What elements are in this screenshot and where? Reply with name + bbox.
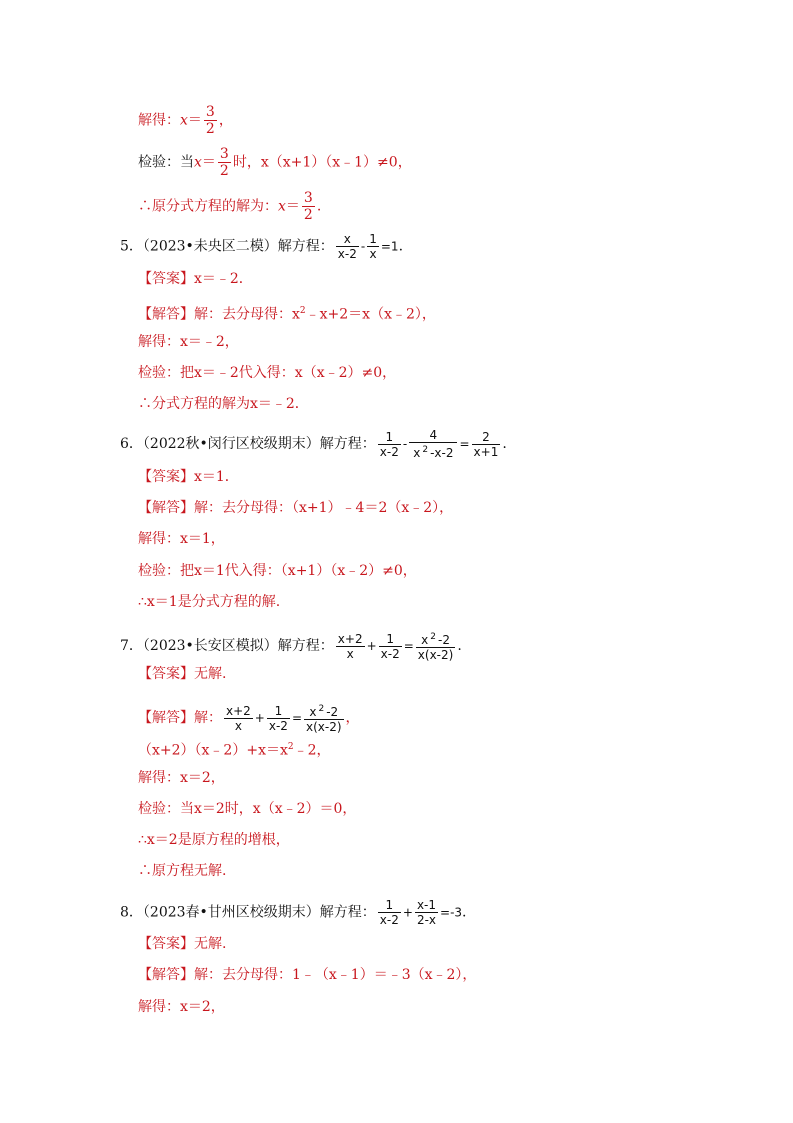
fraction: $\frac{1}{x-2}$ (379, 898, 399, 927)
conclusion-line: ∴x＝2是原方程的增根， (138, 832, 290, 848)
fraction: $\frac{3}{2}$ (205, 104, 215, 137)
answer-line: 【答案】无解. (138, 666, 227, 682)
solution-line: 【解答】解：去分母得：1﹣（x﹣1）＝﹣3（x﹣2）， (138, 967, 477, 983)
fraction: $\frac{3}{2}$ (219, 146, 229, 179)
question-5-title: 5．（2023•未央区二模）解方程： $\frac{x}{x-2}$ - $\frac{1}{x}$ =1. (120, 232, 404, 261)
fraction: $\frac{4}{x ^2 -x-2}$ (409, 428, 457, 460)
solution-line: $(x+2)(x﹣2)+x=x^2﹣2$， (138, 742, 331, 759)
fraction: $\frac{3}{2}$ (303, 190, 313, 223)
solution-line: 解得：x＝2， (138, 999, 225, 1015)
check-line: 检验：把x＝1代入得：（x+1）（x﹣2）≠0， (138, 563, 417, 579)
conclusion-line: ∴x＝1是分式方程的解. (138, 594, 281, 610)
solution-line: 解得：x＝ $\frac{3}{2}$ ， (138, 104, 233, 137)
fraction: $\frac{x ^2 -2}{x(x-2)}$ (417, 632, 454, 662)
conclusion-line: ∴分式方程的解为x＝﹣2． (138, 396, 309, 412)
question-8-title: 8．（2023春•甘州区校级期末）解方程： $\frac{1}{x-2}$ + $\frac{x-1}{2-x}$ =-3. (120, 898, 467, 927)
fraction: $\frac{x ^2 -2}{x(x-2)}$ (306, 704, 342, 734)
fraction: $\frac{1}{x-2}$ (268, 703, 288, 733)
solution-line: 解得：x＝1， (138, 531, 225, 547)
fraction: $\frac{1}{x-2}$ (379, 429, 399, 459)
answer-line: 【答案】x＝﹣2． (138, 271, 253, 287)
check-line: 检验：当x＝ $\frac{3}{2}$ 时，x（x+1）（x﹣1）≠0， (138, 146, 412, 179)
solution-line: 解得：x＝﹣2， (138, 334, 239, 350)
fraction: $\frac{x-1}{2-x}$ (416, 898, 437, 927)
solution-line: 【解答】解：去分母得：（x+1）﹣4＝2（x﹣2）， (138, 500, 454, 516)
fraction: $\frac{1}{x}$ (369, 232, 377, 261)
fraction: $\frac{x+2}{x}$ (337, 631, 363, 661)
question-7-title: 7．（2023•长安区模拟）解方程： $\frac{x+2}{x}$ + $\frac{1}{x-2}$ = $\frac{x ^2 -2}{x(x-2)}$ . (120, 631, 462, 662)
conclusion-line: ∴原分式方程的解为：x＝ $\frac{3}{2}$ . (138, 190, 322, 223)
check-line: 检验：当x＝2时，x（x﹣2）＝0， (138, 801, 357, 817)
conclusion-line: ∴原方程无解. (138, 863, 227, 879)
solution-line: 【解答】解： $\frac{x+2}{x}$ + $\frac{1}{x-2}$ = $\frac{x ^2 -2}{x(x-2)}$ ， (138, 703, 360, 734)
fraction: $\frac{1}{x-2}$ (380, 631, 400, 661)
answer-line: 【答案】x＝1． (138, 469, 239, 485)
fraction: $\frac{x}{x-2}$ (337, 232, 357, 261)
solution-line: 【解答】解：去分母得：$x^2﹣x+2=x(x﹣2)$， (138, 306, 436, 323)
fraction: $\frac{x+2}{x}$ (226, 703, 251, 733)
fraction: $\frac{2}{x+1}$ (473, 429, 499, 459)
check-line: 检验：把x＝﹣2代入得：x（x﹣2）≠0， (138, 365, 397, 381)
question-6-title: 6．（2022秋•闵行区校级期末）解方程： $\frac{1}{x-2}$ - $\frac{4}{x ^2 -x-2}$ = $\frac{2}{x+1}$ . (120, 428, 507, 460)
answer-line: 【答案】无解. (138, 936, 227, 952)
solution-line: 解得：x＝2， (138, 770, 225, 786)
